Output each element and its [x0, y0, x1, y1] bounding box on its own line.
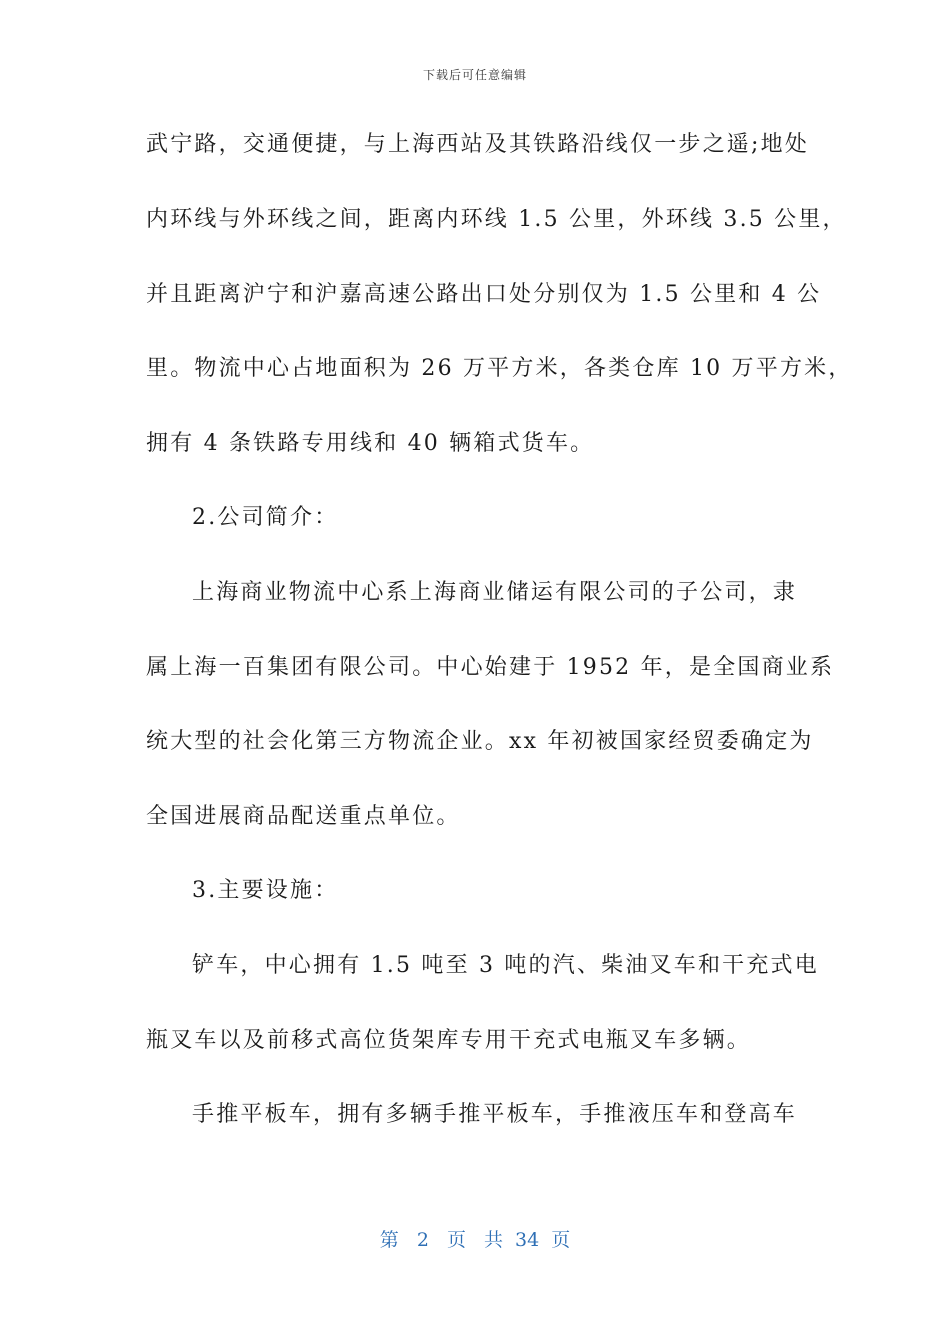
- page-footer: [0, 1225, 950, 1252]
- text-line: 拥有 4 条铁路专用线和 40 辆箱式货车。: [146, 431, 595, 456]
- text-line: 统大型的社会化第三方物流企业。xx 年初被国家经贸委确定为: [146, 729, 814, 754]
- text-line: 全国进展商品配送重点单位。: [146, 804, 461, 829]
- text-line: 并且距离沪宁和沪嘉高速公路出口处分别仅为 1.5 公里和 4 公: [146, 282, 822, 307]
- page-header: 下载后可任意编辑: [422, 68, 527, 82]
- section-heading: 2.公司简介：: [192, 505, 339, 530]
- total-pages: 34: [515, 1229, 540, 1251]
- section-heading: 3.主要设施：: [192, 878, 339, 903]
- text-line: 手推平板车，拥有多辆手推平板车，手推液压车和登高车: [192, 1102, 798, 1127]
- footer-label: 页: [551, 1229, 571, 1251]
- text-line: 属上海一百集团有限公司。中心始建于 1952 年，是全国商业系: [146, 655, 835, 680]
- footer-label: 共: [484, 1229, 504, 1251]
- text-line: 内环线与外环线之间，距离内环线 1.5 公里，外环线 3.5 公里，: [146, 207, 847, 232]
- text-line: 上海商业物流中心系上海商业储运有限公司的子公司，隶: [192, 580, 798, 605]
- page-number: 2: [416, 1229, 429, 1251]
- text-line: 瓶叉车以及前移式高位货架库专用干充式电瓶叉车多辆。: [146, 1028, 752, 1053]
- text-line: 武宁路，交通便捷，与上海西站及其铁路沿线仅一步之遥;地处: [146, 132, 810, 157]
- footer-label: 第: [379, 1229, 399, 1251]
- footer-label: 页: [446, 1229, 466, 1251]
- text-line: 里。物流中心占地面积为 26 万平方米，各类仓库 10 万平方米，: [146, 356, 853, 381]
- text-line: 铲车，中心拥有 1.5 吨至 3 吨的汽、柴油叉车和干充式电: [192, 953, 819, 978]
